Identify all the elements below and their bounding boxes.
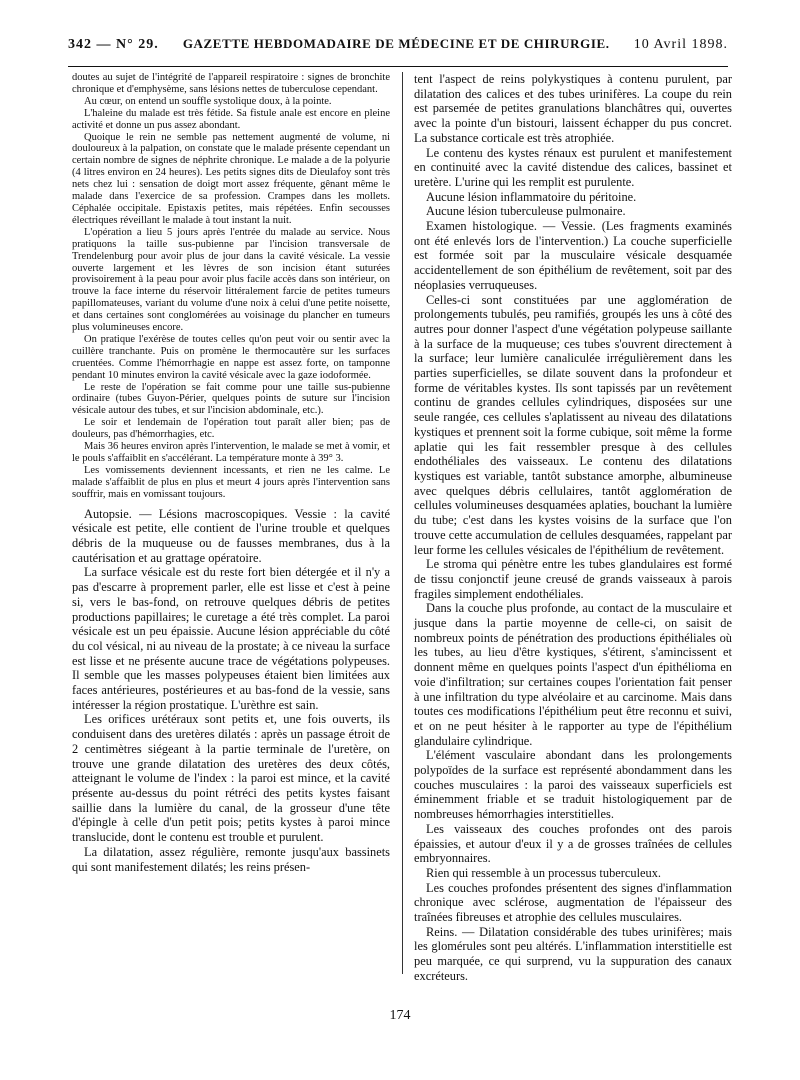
issue-date: 10 Avril 1898.	[633, 37, 728, 52]
paragraph: Mais 36 heures environ après l'intervention, le malade se met à vomir, et le pouls s'affaiblit en s'accélérant. La température monte à 39° 3.	[72, 441, 390, 464]
page-issue-number: 342 — N° 29.	[68, 37, 159, 52]
paragraph: L'haleine du malade est très fétide. Sa fistule anale est encore en pleine activité et donne un pus assez abondant.	[72, 107, 390, 131]
paragraph: Les vomissements deviennent incessants, et rien ne les calme. Le malade s'affaiblit de plus en plus et meurt 4 jours après l'intervention sans souffrir, mais en vomissant toujours.	[72, 464, 390, 500]
paragraph: L'opération a lieu 5 jours après l'entrée du malade au service. Nous pratiquons la taille sus-pubienne par l'incision transversale de Trendelenburg pour avoir plus de jour dans la cavité vésicale. La vessie ouverte largement et les lèvres de son incision étant suturées provisoirement à la peau pour avoir plus facile accès dans son intérieur, on trouve la face interne du réservoir littéralement farcie de petites tumeurs papillomateuses, variant du volume d'une noix à celui d'une petite noisette, et dans certaines sont conglomérées au voisinage du plancher en tumeurs plus volumineuses encore.	[72, 226, 390, 334]
paragraph: On pratique l'exérèse de toutes celles qu'on peut voir ou sentir avec la cuillère tranchante. Puis on promène le thermocautère sur les surfaces cruentées. Comme l'hémorrhagie en nappe est assez forte, on tamponne pendant 10 minutes environ la cavité vésicale avec la gaze iodoformée.	[72, 333, 390, 381]
paragraph: doutes au sujet de l'intégrité de l'appareil respiratoire : signes de bronchite chronique et d'emphysème, sans lésions nettes de tuberculose cependant.	[72, 72, 390, 95]
right-column	[414, 72, 732, 984]
journal-title: GAZETTE HEBDOMADAIRE DE MÉDECINE ET DE CHIRURGIE.	[182, 36, 610, 51]
paragraph: Aucune lésion inflammatoire du péritoine.	[426, 189, 637, 204]
paragraph: L'élément vasculaire abondant dans les prolongements polypoïdes de la surface est représenté abondamment dans les couches musculaires : la paroi des vaisseaux superficiels est éminemment friable et se traduit histologiquement par de nombreuses hémorrhagies interstitielles.	[414, 748, 732, 822]
column-separator	[402, 72, 403, 974]
paragraph: Aucune lésion tuberculeuse pulmonaire.	[426, 204, 626, 219]
paragraph: Rien qui ressemble à un processus tuberculeux.	[426, 865, 662, 880]
paragraph: Autopsie. — Lésions macroscopiques. Vessie : la cavité vésicale est petite, elle contient de l'urine trouble et quelques débris de la muqueuse ou de fausses membranes, dus à la cautérisation et au grattage opératoire.	[72, 506, 390, 565]
paragraph: Le contenu des kystes rénaux est purulent et manifestement en continuité avec la cavité distendue des calices, bassinet et uretère. L'urine qui les remplit est purulente.	[414, 145, 732, 189]
paragraph: Les orifices urétéraux sont petits et, une fois ouverts, ils conduisent dans des uretères dilatés : après un passage étroit de 2 centimètres siégeant à la partie terminale de l'uretère, on trouve une grande dilatation des uretères des deux côtés, atteignant le volume de l'index : la paroi est mince, et la cavité présente au-dessus du point rétréci des petits kystes faisant saillie dans la lumière du canal, de la grosseur d'une tête d'épingle à celle d'un petit pois; petits kystes à paroi mince translucide, dont le contenu est trouble et purulent.	[72, 712, 390, 845]
paragraph: Quoique le rein ne semble pas nettement augmenté de volume, ni douloureux à la palpation, on constate que le malade présente cependant un certain nombre de signes de néphrite chronique. Le malade a de la polyurie (4 litres environ en 24 heures). Les petits signes dits de Dieulafoy sont très nets chez lui : sensation de doigt mort assez fréquente, gênant même le malade dans l'exercice de sa profession. Crampes dans les mollets. Céphalée occipitale. Epistaxis petites, mais répétées. Enfin secousses électriques réveillant le malade à tout instant la nuit.	[72, 131, 390, 226]
left-column	[72, 72, 390, 874]
paragraph: tent l'aspect de reins polykystiques à contenu purulent, par dilatation des calices et des tubes urinifères. La coupe du rein est parsemée de petites granulations blanchâtres qui, ouvertes avec la pointe d'un bistouri, laissent échapper du pus concret. La substance corticale est très atrophiée.	[414, 72, 732, 145]
case-report-small-text	[72, 72, 390, 501]
paragraph: Le reste de l'opération se fait comme pour une taille sus-pubienne ordinaire (tubes Guyon-Périer, quelques points de suture sur l'incision vésicale autour des tubes, et sur l'incision abdominale, etc.).	[72, 381, 390, 417]
paragraph: Celles-ci sont constituées par une agglomération de prolongements tubulés, peu ramifiés, groupés les uns à côté des autres pour donner l'aspect d'une végétation polypeuse saillante à la surface de la muqueuse; ces tubes s'ouvrent directement à la surface; leur lumière canaliculée irrégulièrement dans les parties superficielles, se dilate souvent dans la profondeur et forme de véritables kystes. Ils sont tapissés par un revêtement continu de grandes cellules cylindriques, disposées sur une seule rangée, ces cellules s'aplatissent au niveau des dilatations kystiques et prennent soit la forme cubique, soit même la forme aplatie qui les fait ressembler presque à des cellules endothéliales des vaisseaux. Le contenu des dilatations kystiques est variable, tantôt substance amorphe, albumineuse avec quelques débris cellulaires, tantôt agglomération de cellules volumineuses desquamées aplaties, bouchant la lumière du tube; c'est dans les kystes voisins de la surface que l'on trouve cette accumulation de cellules desquamées, rappelant par leur forme les cellules vésicales de l'épithélium de revêtement.	[414, 292, 732, 557]
paragraph: Le soir et lendemain de l'opération tout paraît aller bien; pas de douleurs, pas d'hémorrhagies, etc.	[72, 417, 390, 441]
paragraph: Les vaisseaux des couches profondes ont des parois épaissies, et autour d'eux il y a de grosses traînées de cellules embryonnaires.	[414, 821, 732, 866]
page-folio: 174	[389, 1008, 411, 1023]
paragraph: Reins. — Dilatation considérable des tubes urinifères; mais les glomérules sont peu altérés. L'inflammation interstitielle est peu marquée, ce qui surprend, vu la suppuration des canaux excréteurs.	[414, 924, 732, 983]
histology-section	[414, 72, 732, 984]
paragraph: Les couches profondes présentent des signes d'inflammation chronique avec sclérose, augmentation de l'épaisseur des traînées fibreuses et atrophie des cellules musculaires.	[414, 880, 732, 925]
running-header	[68, 36, 728, 62]
paragraph: Au cœur, on entend un souffle systolique doux, à la pointe.	[84, 95, 332, 107]
paragraph: La surface vésicale est du reste fort bien détergée et il n'y a pas d'escarre à proprement parler, elle est lisse et c'est à peine si, vers le bas-fond, on retrouve quelques débris de petites productions papillaires; le curetage a été très complet. La paroi vésicale est un peu épaissie. Aucune lésion appréciable du côté du col vésical, ni au niveau de la prostate; à ce niveau la surface est lisse et ne présente aucune trace de végétations polypeuses. Il semble que les masses polypeuses étaient bien limitées aux faces antérieures, postérieures et au bas-fond de la vessie, sans intéresser la région prostatique. L'urèthre est sain.	[72, 565, 390, 712]
paragraph: Examen histologique. — Vessie. (Les fragments examinés ont été enlevés lors de l'intervention.) La couche superficielle est formée soit par la musculaire vésicale desquamée accidentellement de son épithélium de revêtement, soit par des néoplasies verruqueuses.	[414, 219, 732, 292]
paragraph: La dilatation, assez régulière, remonte jusqu'aux bassinets qui sont manifestement dilatés; les reins présen-	[72, 844, 390, 874]
paragraph: Le stroma qui pénètre entre les tubes glandulaires est formé de tissu conjonctif jeune creusé de grands vaisseaux à parois fragiles simplement endothéliales.	[414, 557, 732, 601]
paragraph: Dans la couche plus profonde, au contact de la musculaire et jusque dans la partie moyenne de celle-ci, on saisit de nombreux points de pénétration des productions épithéliales où les tubes, au lieu d'être kystiques, s'étirent, s'amincissent et donnent même en quelques points l'aspect d'un épithélioma en voie d'infiltration; sur certaines coupes l'orientation fait penser à une infiltration du type alvéolaire et au carcinome. Mais dans toutes ces modifications l'épithélium peut être reconnu et suivi, et on ne peut hésiter à le rapporter au type de l'épithélium glandulaire cylindrique.	[414, 601, 732, 748]
header-rule	[68, 66, 728, 68]
autopsy-section	[72, 507, 390, 875]
